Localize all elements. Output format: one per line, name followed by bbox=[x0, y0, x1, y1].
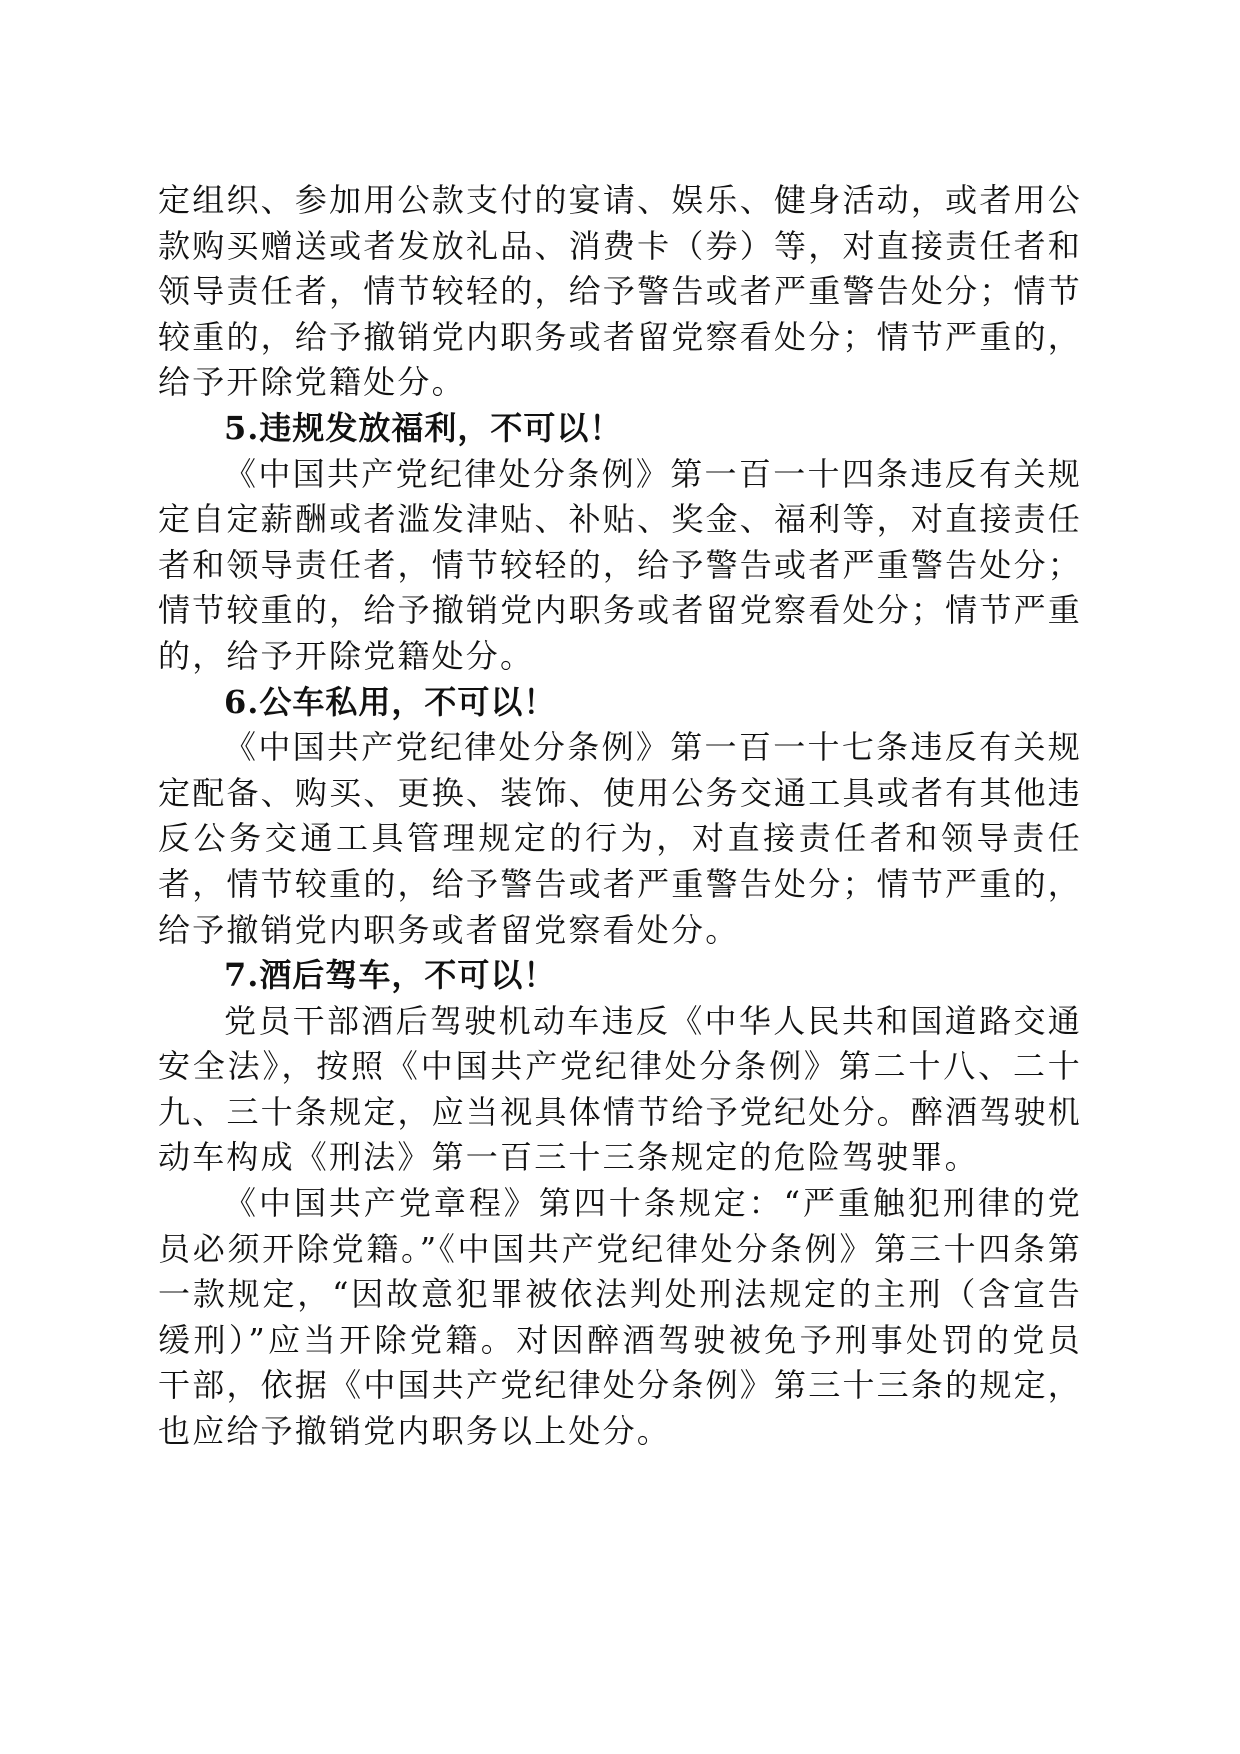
paragraph-traffic-law: 党员干部酒后驾驶机动车违反《中华人民共和国道路交通安全法》，按照《中国共产党纪律处分条例》第二十八、二十九、三十条规定，应当视具体情节给予党纪处分。醉酒驾驶机动车构成《刑法》第一百三十三条规定的危险驾驶罪。 bbox=[158, 1001, 1082, 1177]
paragraph-article-114: 《中国共产党纪律处分条例》第一百一十四条违反有关规定自定薪酬或者滥发津贴、补贴、奖金、福利等，对直接责任者和领导责任者，情节较轻的，给予警告或者严重警告处分；情节较重的，给予撤销党内职务或者留党察看处分；情节严重的，给予开除党籍处分。 bbox=[158, 454, 1082, 675]
paragraph-party-constitution: 《中国共产党章程》第四十条规定：“严重触犯刑律的党员必须开除党籍。”《中国共产党纪律处分条例》第三十四条第一款规定，“因故意犯罪被依法判处刑法规定的主刑（含宣告缓刑）”应当开除党籍。对因醉酒驾驶被免予刑事处罚的党员干部，依据《中国共产党纪律处分条例》第三十三条的规定，也应给予撤销党内职务以上处分。 bbox=[158, 1184, 1082, 1451]
heading-welfare-violation: 5.违规发放福利，不可以！ bbox=[224, 408, 623, 447]
heading-official-car-misuse: 6.公车私用，不可以！ bbox=[224, 682, 557, 721]
document-page bbox=[158, 178, 1082, 1455]
heading-drunk-driving: 7.酒后驾车，不可以！ bbox=[224, 956, 557, 995]
paragraph-article-117: 《中国共产党纪律处分条例》第一百一十七条违反有关规定配备、购买、更换、装饰、使用公务交通工具或者有其他违反公务交通工具管理规定的行为，对直接责任者和领导责任者，情节较重的，给予警告或者严重警告处分；情节严重的，给予撤销党内职务或者留党察看处分。 bbox=[158, 728, 1082, 949]
paragraph-continued-banquet-rule: 定组织、参加用公款支付的宴请、娱乐、健身活动，或者用公款购买赠送或者发放礼品、消费卡（券）等，对直接责任者和领导责任者，情节较轻的，给予警告或者严重警告处分；情节较重的，给予撤销党内职务或者留党察看处分；情节严重的，给予开除党籍处分。 bbox=[158, 181, 1082, 402]
